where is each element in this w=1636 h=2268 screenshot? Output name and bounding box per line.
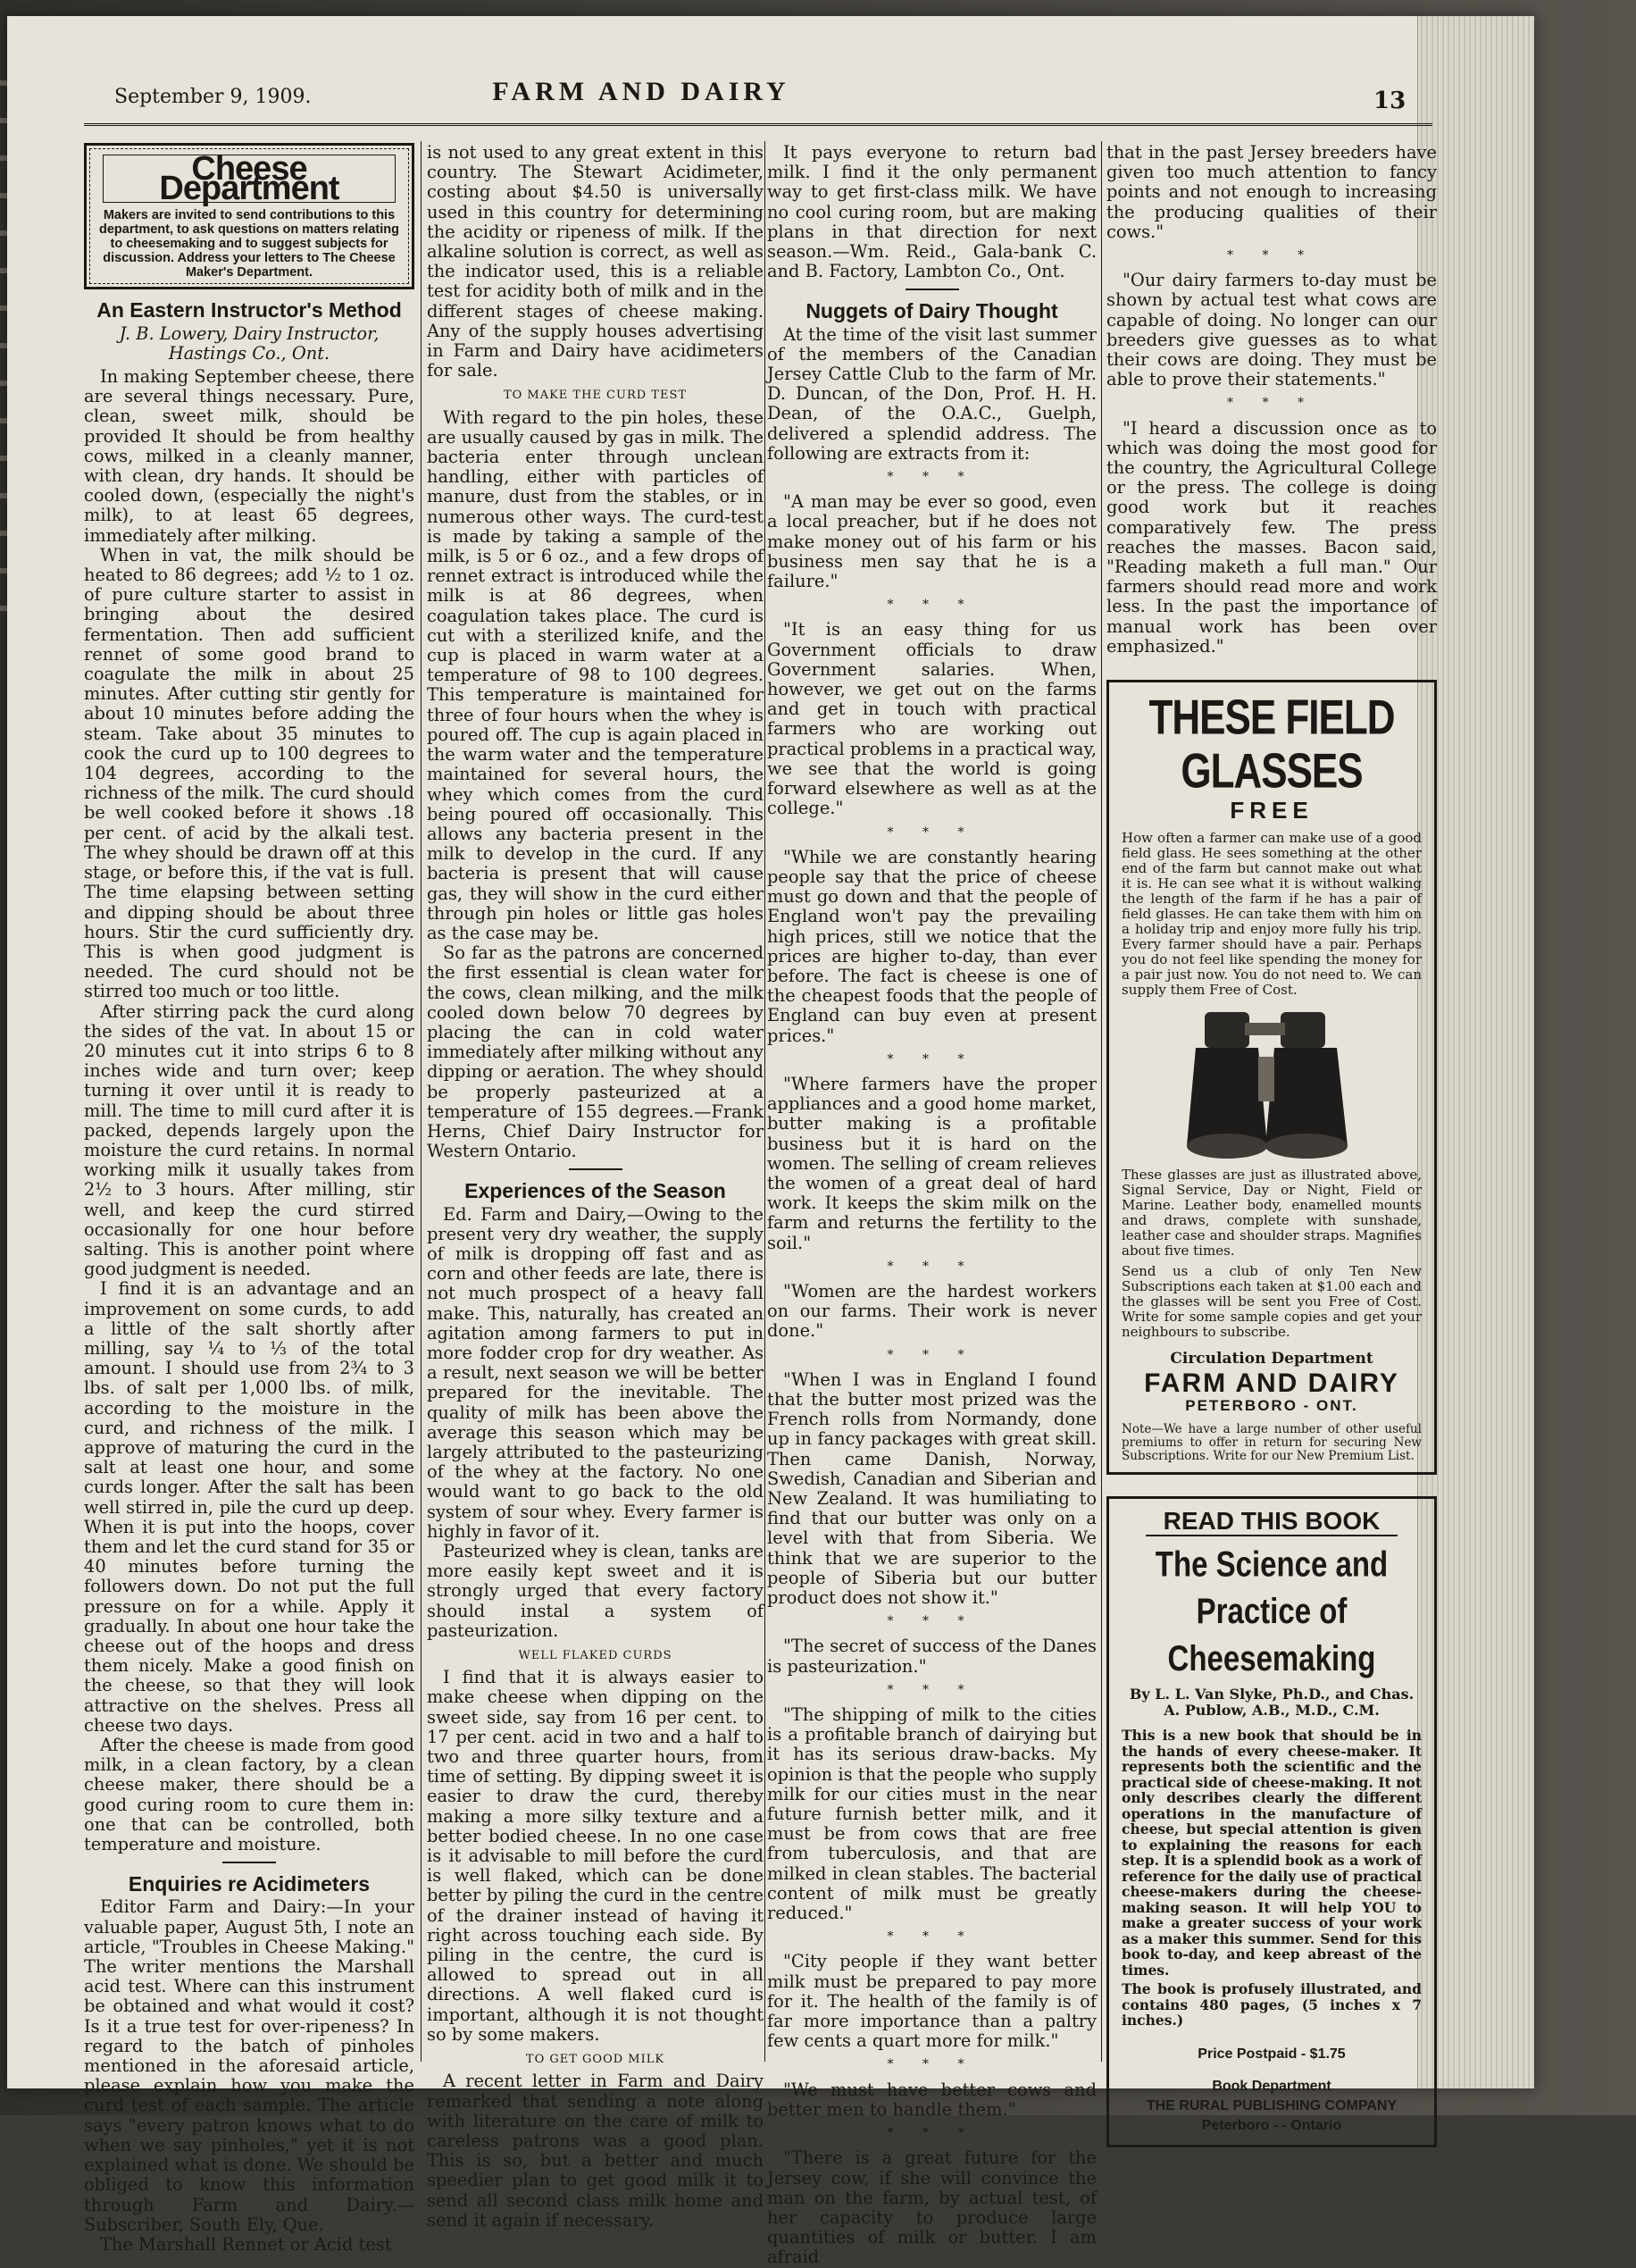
quote: "A man may be ever so good, even a local preacher, but if he does not make money out of his farm or his business men say that he is a failure."	[767, 491, 1097, 592]
quote: "While we are constantly hearing people say that the price of cheese must go down and that the people of England won't pay the prevailing high prices, still we notice that the prices are higher to-day, than ever before. The fact is cheese is one of the cheapest foods that the people of England can buy even at present prices."	[767, 846, 1097, 1046]
quote: "Where farmers have the proper appliances and a good home market, butter making is a profitable business but it is hard on the women. The selling of cream relieves the women of a great deal of hard work. It keeps the skim milk on the farm and returns the fertility to the soil."	[767, 1073, 1097, 1253]
paragraph: Pasteurized whey is clean, tanks are more easily kept sweet and it is strongly urged that every factory should instal a system of pasteurization.	[427, 1541, 764, 1641]
book-advertisement	[1106, 1496, 1437, 2147]
column-rule	[421, 141, 422, 2062]
ad-note: Note—We have a large number of other useful premiums to offer in return for securing New Subscriptions. Write for our New Premium List.	[1122, 1421, 1422, 1463]
separator-stars: * * *	[1227, 248, 1316, 264]
subheading: TO MAKE THE CURD TEST	[503, 389, 688, 403]
quote: "There is a great future for the Jersey cow, if she will convince the man on the farm, by actual test, of her capacity to produce large quantities of milk or butter. I am afraid	[767, 2147, 1097, 2268]
ad-department: Book Department	[1212, 2078, 1331, 2094]
ad-department: Circulation Department	[1170, 1350, 1373, 1368]
column-4	[1106, 142, 1437, 2133]
separator-stars: * * *	[887, 824, 977, 840]
ad-publisher: FARM AND DAIRY	[1144, 1368, 1399, 1399]
separator-stars: * * *	[887, 470, 977, 485]
paragraph: When in vat, the milk should be heated to 86 degrees; add ½ to 1 oz. of pure culture starter to assist in bringing about the desired fermentation. Then add sufficient rennet of some good brand to coagulate the milk in about 25 minutes. After cutting stir gently for about 10 minutes before adding the steam. Take about 35 minutes to cook the curd up to 100 degrees to 104 degrees, according to the richness of the milk. The curd should be well cooked before it shows .18 per cent. of acid by the alkali test. The whey should be drawn off at this stage, or before this, if the vat is full. The time elapsing between setting and dipping should be about three hours. Stir the curd sufficiently dry. This is when good judgment is needed. The curd should not be stirred too much or too little.	[84, 544, 414, 1002]
ad-publisher: THE RURAL PUBLISHING COMPANY	[1146, 2097, 1398, 2113]
paragraph: In making September cheese, there are several things necessary. Pure, clean, sweet milk, should be provided It should be from healthy cows, milked in a cleanly manner, with clean, dry hands. It should be cooled down, (especially the night's milk), to at least 65 degrees, immediately after milking.	[84, 366, 414, 546]
separator-stars: * * *	[887, 1347, 977, 1362]
paragraph: At the time of the visit last summer of the members of the Canadian Jersey Cattle Club to the farm of Mr. D. Duncan, of the Don, Prof. H. H. Dean, of the O.A.C., Guelph, delivered a splendid address. The following are extracts from it:	[767, 323, 1097, 464]
paragraph: is not used to any great extent in this country. The Stewart Acidimeter, costing about $4.50 is universally used in this country for determining the acidity or ripeness of milk. If the alkaline solution is correct, as well as the indicator used, this is a reliable test for acidity both of milk and in the different stages of cheese making. Any of the supply houses advertising in Farm and Dairy have acidimeters for sale.	[427, 142, 764, 381]
article-byline: J. B. Lowery, Dairy Instructor, Hastings Co., Ont.	[119, 322, 380, 364]
field-glasses-advertisement	[1106, 680, 1437, 1475]
ad-body: How often a farmer can make use of a good field glass. He sees something at the other end of the farm but cannot make out what it is. He can see what it is without walking the length of the farm if he has a pair of field glasses. He can take them with him on a holiday trip and enjoy more fully his trip. Every farmer should have a pair. Perhaps you do not feel like spending the money for a pair just now. You do not need to. We can supply them Free of Cost.	[1122, 830, 1422, 999]
separator-stars: * * *	[1227, 396, 1316, 411]
ad-body: The book is profusely illustrated, and contains 480 pages, (5 inches x 7 inches.)	[1122, 1980, 1422, 2029]
separator-stars: * * *	[887, 1051, 977, 1067]
column-rule	[764, 141, 765, 2062]
column-3	[767, 142, 1097, 2268]
ad-body: These glasses are just as illustrated above, Signal Service, Day or Night, Field or Marine. Leather body, enamelled mounts and draws, complete with sunshade, leather case and shoulder straps. Magnifies about five times.	[1122, 1167, 1422, 1260]
subheading: WELL FLAKED CURDS	[518, 1649, 672, 1663]
ad-read-label: READ THIS BOOK	[1146, 1511, 1398, 1536]
paragraph: It pays everyone to return bad milk. I find it the only permanent way to get first-class milk. We have no cool curing room, but are making plans in that direction for next season.—Wm. Reid., Gala-bank C. and B. Factory, Lambton Co., Ont.	[767, 142, 1097, 282]
ad-body: This is a new book that should be in the hands of every cheese-maker. It represents both the scientific and the practical side of cheese-making. It not only describes clearly the different operations in the manufacture of cheese, but special attention is given to explaining the reasons for each step. It is a splendid book as a work of reference for the daily use of practical cheese-makers during the cheese-making season. It will help YOU to make a greater success of your work as a maker this summer. Send for this book to-day, and keep abreast of the times.	[1122, 1727, 1422, 1979]
book-price: Price Postpaid - $1.75	[1198, 2046, 1346, 2062]
ad-free-label: FREE	[1230, 797, 1314, 824]
column-rule	[1101, 141, 1102, 2062]
paragraph: After the cheese is made from good milk, in a clean factory, by a clean cheese maker, there should be a good curing room to cure them in: one that can be controlled, both temperature and moisture.	[84, 1735, 414, 1855]
issue-date: September 9, 1909.	[114, 86, 312, 108]
column-1	[84, 143, 414, 2255]
quote: "The secret of success of the Danes is pasteurization."	[767, 1636, 1097, 1677]
quote: "Women are the hardest workers on our farms. Their work is never done."	[767, 1280, 1097, 1342]
separator-stars: * * *	[887, 1614, 977, 1629]
article-title: An Eastern Instructor's Method	[96, 298, 402, 322]
paragraph: The Marshall Rennet or Acid test	[100, 2233, 392, 2255]
ad-body: Send us a club of only Ten New Subscriptions each taken at $1.00 each and the glasses will be sent you Free of Cost. Write for some sample copies and get your neighbours to subscribe.	[1122, 1263, 1422, 1341]
quote: "The shipping of milk to the cities is a profitable branch of dairying but it has its serious draw-backs. My opinion is that the people who supply milk for our cities must in the near future furnish better milk, and it must be from cows that are free from tuberculosis, and that are milked in clean stables. The bacterial content of milk must be greatly reduced."	[767, 1704, 1097, 1924]
paragraph: So far as the patrons are concerned the first essential is clean water for the cows, clean milking, and the milk cooled down below 70 degrees by placing the can in cold water immediately after milking without any dipping or aeration. The whey should be properly pasteurized at a temperature of 155 degrees.—Frank Herns, Chief Dairy Instructor for Western Ontario.	[427, 942, 764, 1162]
quote: "Our dairy farmers to-day must be shown by actual test what cows are capable of doing. No longer can our breeders give guesses as to what their cows are doing. They must be able to prove their statements."	[1106, 270, 1437, 390]
cheese-department-box	[84, 143, 414, 289]
quote: "I heard a discussion once as to which was doing the most good for the country, the Agricultural College or the press. The college is doing good work but it reaches comparatively few. The press reaches the masses. Bacon said, "Reading maketh a full man." Our farmers should read more and work less. In the past the importance of manual work has been over emphasized."	[1106, 417, 1437, 657]
paragraph: After stirring pack the curd along the sides of the vat. In about 15 or 20 minutes cut it into strips 6 to 8 inches wide and turn over; keep turning it over until it is ready to mill. The time to mill curd after it is packed, depends largely upon the moisture the curd retains. In normal working milk it usually takes from 2½ to 3 hours. After milling, stir well, and keep the curd stirred occasionally for one hour before salting. This is another point where good judgment is needed.	[84, 1000, 414, 1280]
separator-stars: * * *	[887, 2057, 977, 2072]
section-divider	[906, 289, 959, 290]
masthead-title: FARM AND DAIRY	[492, 77, 790, 106]
article-title: Experiences of the Season	[464, 1179, 726, 1203]
binoculars-icon	[1169, 1003, 1374, 1164]
separator-stars: * * *	[887, 1682, 977, 1697]
quote: "It is an easy thing for us Government officials to draw Government salaries. When, however, we get out on the farms and get in touch with practical farmers who are working out practical problems in a practical way, we see that the world is going forward elsewhere as well as at the college."	[767, 619, 1097, 819]
quote: "When I was in England I found that the butter most prized was the French rolls from Normandy, done up in fancy packages with great skill. Then came Danish, Norway, Swedish, Canadian and Siberian and New Zealand. It was humiliating to find that our butter was only on a level with that from Siberia. We think that we are superior to the people of Siberia but our butter product does not show it."	[767, 1368, 1097, 1609]
paragraph: Ed. Farm and Dairy,—Owing to the present very dry weather, the supply of milk is dropping off fast and as corn and other feeds are late, there is not much prospect of a heavy fall make. This, naturally, has created an agitation among farmers to put in more fodder crop for dry weather. As a result, next season we will be better prepared for the inevitable. The quality of milk has been above the average this season which may be largely attributed to the pasteurizing of the whey at the factory. No one would want to go back to the old system of sour whey. Every farmer is highly in favor of it.	[427, 1203, 764, 1542]
separator-stars: * * *	[887, 2126, 977, 2141]
paragraph: With regard to the pin holes, these are usually caused by gas in milk. The bacteria enter through unclean handling, either with particles of manure, dust from the stables, or in numerous other ways. The curd-test is made by taking a sample of the milk, is 5 or 6 oz., and a few drops of rennet extract is introduced while the milk is at 86 degrees, when coagulation takes place. The curd is cut with a sterilized knife, and the cup is placed in warm water at a temperature of 98 to 100 degrees. This temperature is maintained for three of four hours when the whey is poured off. The cup is again placed in the warm water and the temperature maintained for several hours, the whey which comes from the curd being poured off occasionally. This allows any bacteria present in the milk to develop in the curd. If any bacteria is present that will cause gas, they will show in the curd either through pin holes or little gas holes as the case may be.	[427, 406, 764, 943]
book-title: The Science and Practice of Cheesemaking	[1155, 1544, 1389, 1678]
paragraph: A recent letter in Farm and Dairy remarked that sending a note along with literature on the care of milk to careless patrons was a good plan. This is so, but a better and much speedier plan to get good milk it to send all second class milk home and send it again if necessary.	[427, 2071, 764, 2230]
subheading: TO GET GOOD MILK	[525, 2053, 665, 2067]
newspaper-page	[7, 16, 1534, 2268]
section-divider	[222, 1862, 276, 1863]
book-authors: By L. L. Van Slyke, Ph.D., and Chas. A. Publow, A.B., M.D., C.M.	[1129, 1686, 1415, 1720]
paragraph: I find it is an advantage and an improvement on some curds, to add a little of the salt shortly after milling, say ¼ to ⅓ of the total amount. I should use from 2¾ to 3 lbs. of salt per 1,000 lbs. of milk, according to the moisture in the curd, and richness of the milk. I approve of maturing the curd in the salt at least one hour, and some curds longer. After the salt has been well stirred in, pile the curd up deep. When it is put into the hoops, cover them and let the curd stand for 35 or 40 minutes before turning the followers down. Do not put the full pressure on for a while. Apply it gradually. In about one hour take the cheese out of the hoops and dress them nicely. Make a good finish on the cheese, so that they will look attractive on the shelves. Press all cheese two days.	[84, 1278, 414, 1736]
paragraph: Editor Farm and Dairy:—In your valuable paper, August 5th, I note an article, "Troubles in Cheese Making." The writer mentions the Marshall acid test. Where can this instrument be obtained and what would it cost? Is it a true test for over-ripeness? In regard to the batch of pinholes mentioned in the aforesaid article, please explain how you make the curd test of each sample. The article says "every patron knows what to do when we say pinholes," yet it is not explained what is done. We should be obliged to know this information through Farm and Dairy.—Subscriber, South Ely, Que.	[84, 1896, 414, 2235]
department-blurb: Makers are invited to send contributions to this department, to ask questions on matters relating to cheesemaking and to suggest subjects for discussion. Address your letters to The Cheese Maker's Department.	[99, 208, 399, 280]
separator-stars: * * *	[887, 598, 977, 613]
section-divider	[569, 1168, 622, 1170]
header-rule	[84, 123, 1432, 126]
article-title: Nuggets of Dairy Thought	[805, 299, 1058, 323]
paragraph: I find that it is always easier to make cheese when dipping on the sweet side, say from 16 per cent. to 17 per cent. acid in two and a half to two and three quarter hours, from time of setting. By dipping sweet it is easier to draw the curd, thereby making a more silky texture and a better bodied cheese. In no one case is it advisable to mill before the curd is well flaked, which can be done better by piling the curd in the centre of the drainer instead of having it right across touching each side. By piling in the centre, the curd is allowed to spread out in all directions. A well flaked curd is important, although it is not thought so by some makers.	[427, 1667, 764, 2045]
ad-headline: THESE FIELD GLASSES	[1148, 690, 1395, 799]
quote: "We must have better cows and better men to handle them."	[767, 2079, 1097, 2120]
department-title: Cheese Department	[103, 155, 396, 203]
page-number: 13	[1373, 88, 1406, 114]
separator-stars: * * *	[887, 1929, 977, 1945]
ad-city: PETERBORO - ONT.	[1185, 1396, 1358, 1414]
article-title: Enquiries re Acidimeters	[128, 1872, 371, 1896]
separator-stars: * * *	[887, 1259, 977, 1274]
column-2	[427, 142, 764, 2230]
quote: that in the past Jersey breeders have given too much attention to fancy points and not enough to increasing the producing qualities of their cows."	[1106, 142, 1437, 242]
ad-city: Peterboro - - Ontario	[1201, 2117, 1342, 2133]
quote: "City people if they want better milk must be prepared to pay more for it. The health of the family is of far more importance than a paltry few cents a quart more for milk."	[767, 1951, 1097, 2052]
